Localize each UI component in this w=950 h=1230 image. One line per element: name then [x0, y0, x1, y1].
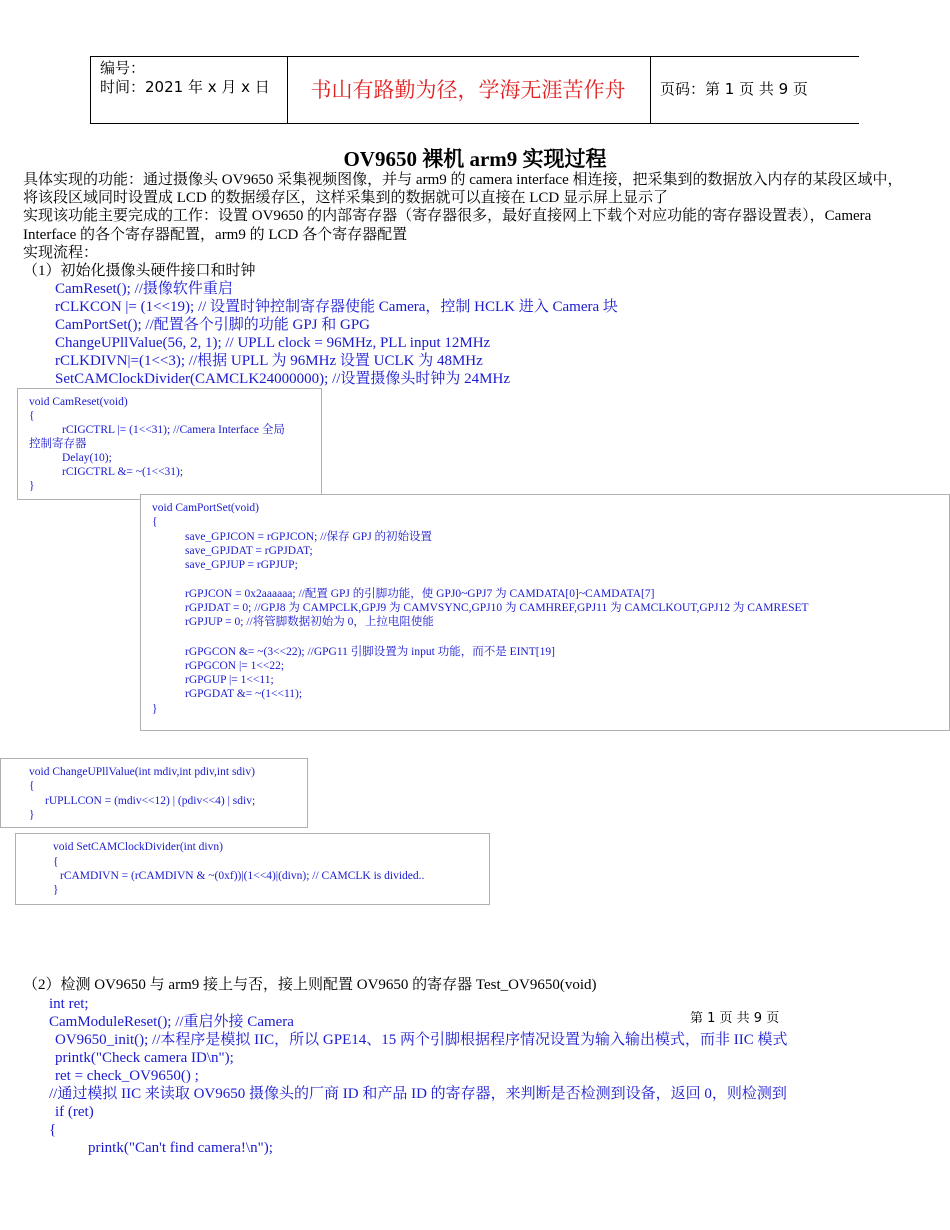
code-line: rGPGCON |= 1<<22; [185, 660, 285, 672]
camportset-code-box [140, 494, 950, 731]
page-number: 第 1 页 共 9 页 [690, 1011, 780, 1026]
code-line: CamReset(); //摄像软件重启 [55, 281, 233, 297]
code-line: void CamReset(void) [29, 396, 128, 408]
code-line: printk("Check camera ID\n"); [55, 1050, 234, 1066]
header-right-cell [650, 57, 860, 123]
document-title: OV9650 裸机 arm9 实现过程 [343, 147, 607, 171]
code-line: if (ret) [55, 1104, 94, 1120]
code-line: rGPJDAT = 0; //GPJ8 为 CAMPCLK,GPJ9 为 CAMVSYNC,GPJ10 为 CAMHREF,GPJ11 为 CAMCLKOUT,GPJ12 为 CAMRESET [185, 602, 809, 614]
motto: 书山有路勤为径，学海无涯苦作舟 [310, 78, 626, 102]
code-line: { [29, 410, 35, 422]
divider-code-box [15, 833, 490, 905]
intro-line: 实现该功能主要完成的工作：设置 OV9650 的内部寄存器（寄存器很多，最好直接网上下载个对应功能的寄存器设置表），Camera [23, 208, 872, 224]
code-line: } [29, 480, 35, 492]
code-line: rGPJCON = 0x2aaaaaa; //配置 GPJ 的引脚功能，使 GPJ0~GPJ7 为 CAMDATA[0]~CAMDATA[7] [185, 588, 655, 600]
code-line: rCLKCON |= (1<<19); // 设置时钟控制寄存器使能 Camera，控制 HCLK 进入 Camera 块 [55, 299, 618, 315]
code-line: void SetCAMClockDivider(int divn) [53, 841, 223, 853]
header-table [90, 56, 859, 124]
code-line: } [53, 884, 59, 896]
code-line: printk("Can't find camera!\n"); [88, 1140, 273, 1156]
header-left-cell [90, 57, 288, 123]
code-line: void CamPortSet(void) [152, 502, 260, 514]
code-line: { [152, 516, 158, 528]
step1-heading: （1）初始化摄像头硬件接口和时钟 [23, 263, 256, 279]
code-line: { [49, 1122, 57, 1138]
code-line: rCLKDIVN|=(1<<3); //根据 UPLL 为 96MHz 设置 UCLK 为 48MHz [55, 353, 483, 369]
code-line: save_GPJDAT = rGPJDAT; [185, 545, 313, 557]
intro-line: 将该段区域同时设置成 LCD 的数据缓存区，这样采集到的数据就可以直接在 LCD 显示屏上显示了 [23, 190, 669, 206]
code-line: } [152, 703, 158, 715]
code-line: ChangeUPllValue(56, 2, 1); // UPLL clock = 96MHz, PLL input 12MHz [55, 335, 491, 351]
code-line: } [29, 809, 35, 821]
code-line: SetCAMClockDivider(CAMCLK24000000); //设置摄像头时钟为 24MHz [55, 371, 510, 387]
step2-heading: （2）检测 OV9650 与 arm9 接上与否，接上则配置 OV9650 的寄存器 Test_OV9650(void) [23, 977, 597, 993]
code-line: CamModuleReset(); //重启外接 Camera [49, 1014, 294, 1030]
upll-code-box [0, 758, 308, 828]
code-line: rCIGCTRL |= (1<<31); //Camera Interface 全局 [62, 424, 285, 436]
code-line: void ChangeUPllValue(int mdiv,int pdiv,int sdiv) [29, 766, 255, 778]
code-line: CamPortSet(); //配置各个引脚的功能 GPJ 和 GPG [55, 317, 371, 333]
code-line: rGPGDAT &= ~(1<<11); [185, 688, 303, 700]
code-line: OV9650_init(); //本程序是模拟 IIC，所以 GPE14、15 两个引脚根据程序情况设置为输入输出模式，而非 IIC 模式 [55, 1032, 788, 1048]
code-line: rGPJUP = 0; //将管脚数据初始为 0，上拉电阻使能 [185, 616, 434, 628]
intro-line: 实现流程： [23, 245, 99, 261]
code-line: 控制寄存器 [29, 438, 87, 450]
code-line: save_GPJCON = rGPJCON; //保存 GPJ 的初始设置 [185, 531, 433, 543]
date-label: 时间：2021 年 x 月 x 日 [100, 78, 270, 96]
code-line: rGPGUP |= 1<<11; [185, 674, 274, 686]
code-line: rCIGCTRL &= ~(1<<31); [62, 466, 184, 478]
code-line: { [53, 856, 59, 868]
code-line: save_GPJUP = rGPJUP; [185, 559, 298, 571]
code-line: { [29, 780, 35, 792]
intro-line: Interface 的各个寄存器配置，arm9 的 LCD 各个寄存器配置 [23, 227, 408, 243]
code-line: ret = check_OV9650() ; [55, 1068, 199, 1084]
code-line: rCAMDIVN = (rCAMDIVN & ~(0xf))|(1<<4)|(divn); // CAMCLK is divided.. [60, 870, 425, 882]
intro-line: 具体实现的功能：通过摄像头 OV9650 采集视频图像，并与 arm9 的 camera interface 相连接，把采集到的数据放入内存的某段区域中， [23, 172, 903, 188]
code-line: Delay(10); [62, 452, 112, 464]
code-line: rUPLLCON = (mdiv<<12) | (pdiv<<4) | sdiv; [45, 795, 256, 807]
code-line: rGPGCON &= ~(3<<22); //GPG11 引脚设置为 input 功能，而不是 EINT[19] [185, 646, 555, 658]
code-line: int ret; [49, 996, 89, 1012]
code-line: //通过模拟 IIC 来读取 OV9650 摄像头的厂商 ID 和产品 ID 的寄存器，来判断是否检测到设备，返回 0，则检测到 [49, 1086, 787, 1102]
camreset-code-box [17, 388, 322, 500]
number-label: 编号： [100, 59, 146, 77]
page-label: 页码：第 1 页 共 9 页 [660, 80, 808, 98]
